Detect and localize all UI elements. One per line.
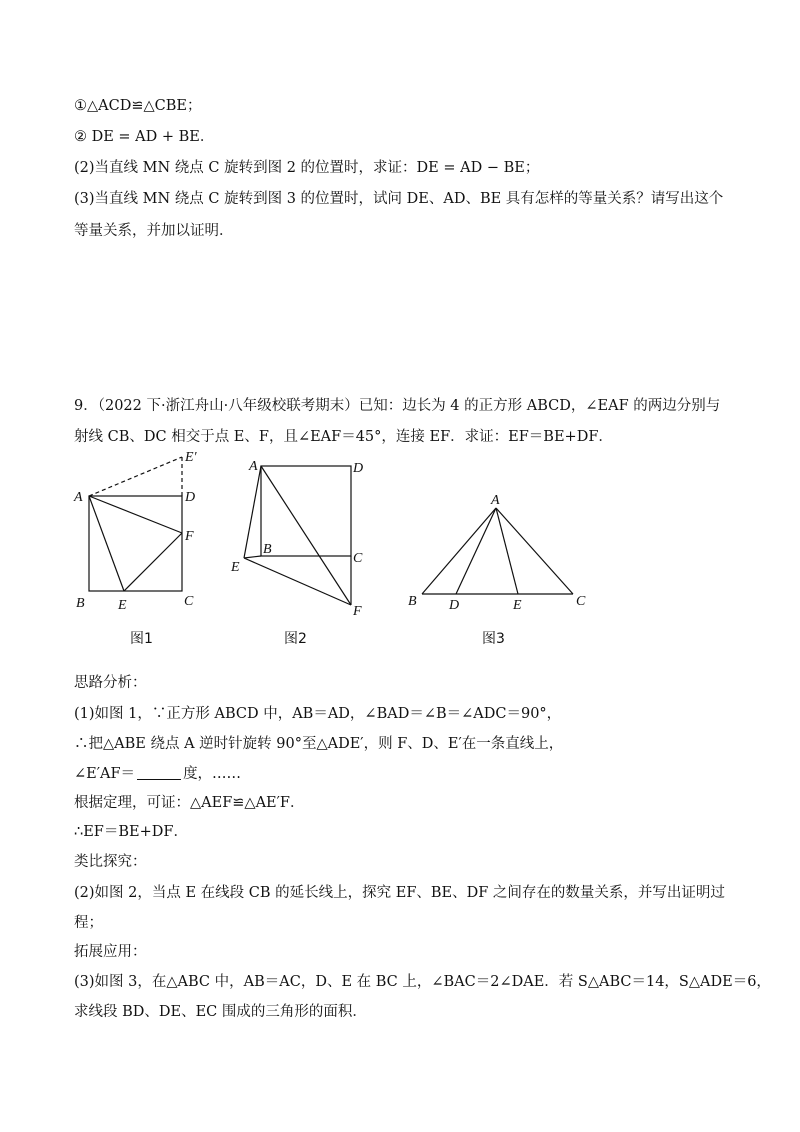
item-1: ①△ACD≌△CBE； [74,98,202,114]
fig3-label-D: D [449,598,460,613]
answer-blank[interactable] [137,765,181,780]
extension-heading: 拓展应用： [74,944,147,960]
figure-1-caption: 图1 [130,631,153,647]
fig3-label-A: A [491,493,500,508]
item-2: ② DE = AD + BE． [74,129,215,145]
fig2-label-B: B [263,542,272,557]
fig1-label-F: F [185,529,194,544]
fig1-label-C: C [184,594,194,609]
figure-1 [65,445,225,615]
fig2-label-A: A [249,459,258,474]
analysis-line-3 [74,764,241,784]
figure-2 [225,452,375,622]
problem-9-line-1: 9．（2022 下·浙江舟山·八年级校联考期末）已知：边长为 4 的正方形 ABCD，∠EAF 的两边分别与 [74,398,721,414]
figure-3-caption: 图3 [482,631,505,647]
fig3-label-C: C [576,594,586,609]
analysis-line-7: 程； [74,915,103,931]
analysis-line-8: (3)如图 3，在△ABC 中，AB＝AC，D、E 在 BC 上，∠BAC＝2∠DAE．若 S△ABC＝14，S△ADE＝6， [74,974,771,990]
figure-2-caption: 图2 [284,631,307,647]
figure-3 [400,485,600,615]
analysis-line-9: 求线段 BD、DE、EC 围成的三角形的面积． [74,1004,367,1020]
problem-9-line-2: 射线 CB、DC 相交于点 E、F，且∠EAF＝45°，连接 EF．求证：EF＝BE+DF． [74,429,613,445]
question-3-line-2: 等量关系，并加以证明． [74,223,234,239]
angle-text: ∠E′AF＝ [74,766,136,782]
analysis-line-6: (2)如图 2，当点 E 在线段 CB 的延长线上，探究 EF、BE、DF 之间存在的数量关系，并写出证明过 [74,885,725,901]
fig1-label-B: B [76,596,85,611]
fig1-label-E: E [118,598,127,613]
fig3-label-B: B [408,594,417,609]
analogy-heading: 类比探究： [74,854,147,870]
fig1-label-E2: E′ [185,450,197,465]
analysis-heading: 思路分析： [74,675,147,691]
fig1-label-A: A [74,490,83,505]
analysis-line-5: ∴EF＝BE+DF． [74,824,188,840]
analysis-line-1: (1)如图 1，∵正方形 ABCD 中，AB＝AD，∠BAD＝∠B＝∠ADC＝90°， [74,706,562,722]
fig3-label-E: E [513,598,522,613]
degree-text: 度，…… [183,766,242,782]
analysis-line-2: ∴把△ABE 绕点 A 逆时针旋转 90°至△ADE′，则 F、D、E′在一条直线上， [74,736,564,752]
fig2-label-E: E [231,560,240,575]
fig2-label-F: F [353,604,362,619]
fig2-label-D: D [353,461,364,476]
fig2-label-C: C [353,551,363,566]
question-3-line-1: (3)当直线 MN 绕点 C 旋转到图 3 的位置时，试问 DE、AD、BE 具有怎样的等量关系？请写出这个 [74,191,724,207]
question-2: (2)当直线 MN 绕点 C 旋转到图 2 的位置时，求证：DE = AD − BE； [74,160,540,176]
analysis-line-4: 根据定理，可证：△AEF≌△AE′F． [74,795,305,811]
fig1-label-D: D [185,490,196,505]
